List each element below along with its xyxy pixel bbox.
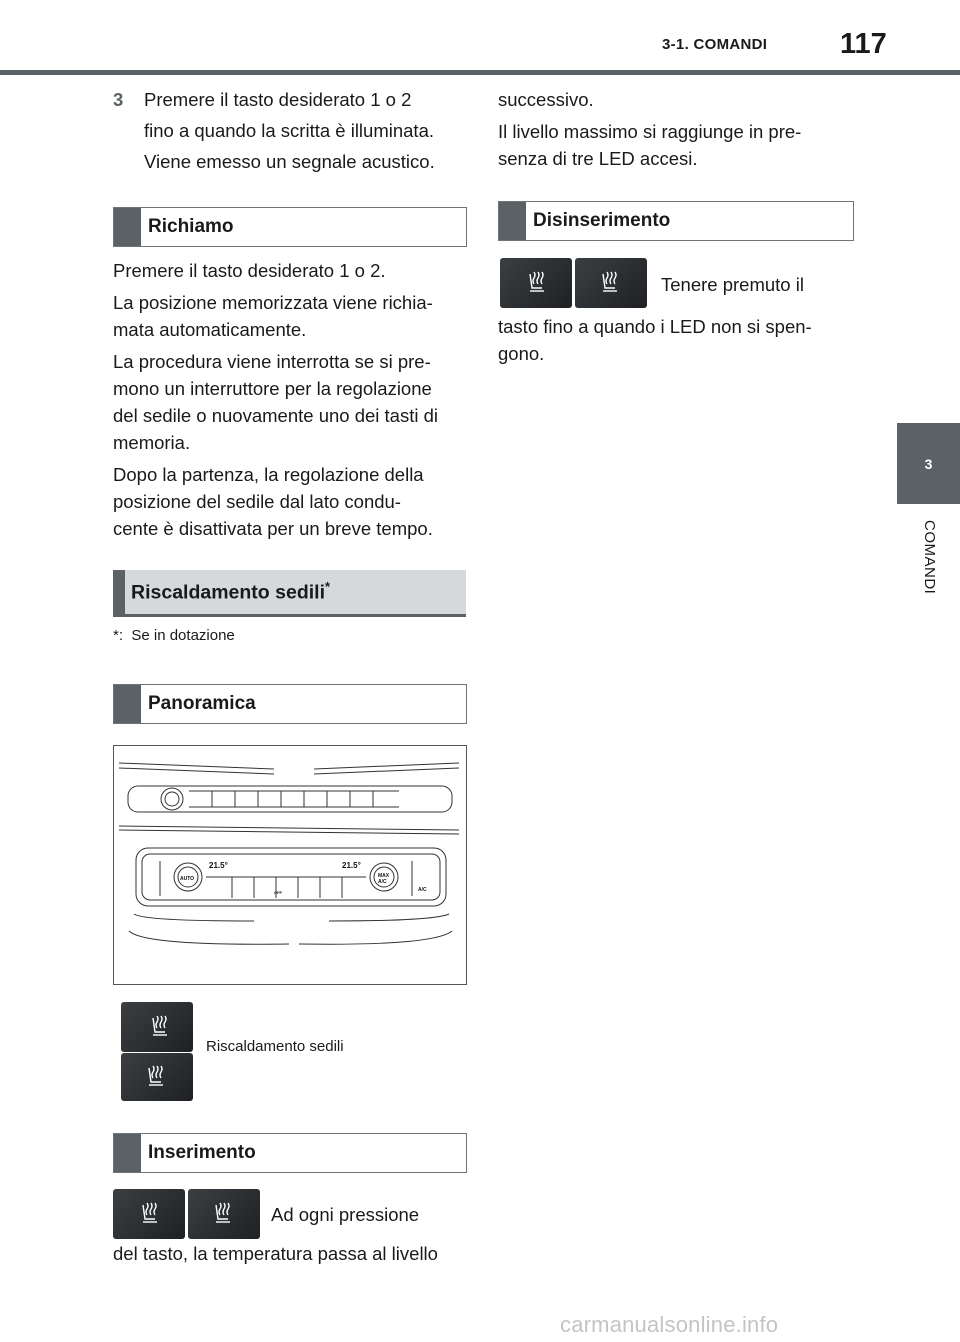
body-line: gono.	[498, 343, 545, 364]
heading-riscaldamento	[113, 570, 466, 617]
inserimento-buttons	[113, 1189, 263, 1239]
body-line: La procedura viene interrotta se si pre-	[113, 351, 431, 372]
seat-heat-passenger-button	[121, 1053, 193, 1101]
body-line: Il livello massimo si raggiunge in pre-	[498, 121, 802, 142]
inserimento-inline: Ad ogni pressione	[271, 1204, 420, 1225]
heading-text	[125, 579, 330, 605]
body-line: mata automaticamente.	[113, 319, 307, 340]
heading-text: Inserimento	[148, 1142, 256, 1163]
seat-heat-driver-button	[121, 1002, 193, 1052]
climate-panel-drawing	[114, 746, 466, 984]
seat-heat-icon	[113, 1189, 185, 1239]
temp-left-label: 21.5°	[209, 861, 228, 870]
body-line: memoria.	[113, 432, 191, 453]
off-label: OFF	[274, 890, 282, 895]
asterisk: *	[324, 579, 331, 595]
page-number: 117	[840, 28, 887, 60]
heading-bar	[114, 208, 141, 246]
body-line: mono un interruttore per la regolazione	[113, 378, 432, 399]
step-line: fino a quando la scritta è illuminata.	[144, 120, 435, 141]
heading-disinserimento	[498, 201, 854, 241]
body-line: Premere il tasto desiderato 1 o 2.	[113, 260, 386, 281]
header-rule	[0, 70, 960, 75]
body-line: cente è disattivata per un breve tempo.	[113, 518, 433, 539]
body-line: Dopo la partenza, la regolazione della	[113, 464, 424, 485]
disinserimento-body	[498, 313, 858, 367]
watermark: carmanualsonline.info	[560, 1312, 779, 1337]
max-label: MAX	[378, 873, 390, 879]
chapter-label	[916, 520, 940, 610]
step-text	[144, 86, 474, 175]
ac-label: A/C	[418, 887, 427, 893]
chapter-label-text: COMANDI	[921, 520, 938, 595]
step-number: 3	[113, 89, 124, 110]
seat-heat-icon	[121, 1002, 193, 1052]
heading-inserimento	[113, 1133, 467, 1173]
inserimento-line2: del tasto, la temperatura passa al livello	[113, 1243, 438, 1264]
heading-bar	[499, 202, 526, 240]
right-body	[498, 86, 858, 172]
disinserimento-buttons	[500, 258, 650, 308]
auto-label: AUTO	[180, 876, 195, 882]
body-line: La posizione memorizzata viene richia-	[113, 292, 433, 313]
chapter-tab[interactable]: 3	[897, 423, 960, 504]
richiamo-body	[113, 257, 473, 542]
body-line: posizione del sedile dal lato condu-	[113, 491, 401, 512]
body-line: senza di tre LED accesi.	[498, 148, 698, 169]
seat-heat-caption: Riscaldamento sedili	[206, 1038, 344, 1055]
step-line: Premere il tasto desiderato 1 o 2	[144, 89, 412, 110]
seat-heat-icon	[500, 258, 572, 308]
footnote	[113, 627, 235, 644]
heading-panoramica	[113, 684, 467, 724]
body-line: successivo.	[498, 89, 594, 110]
heading-text: Richiamo	[148, 216, 234, 237]
disinserimento-inline: Tenere premuto il	[661, 274, 804, 295]
footnote-text: Se in dotazione	[131, 627, 235, 644]
heading-bar	[114, 685, 141, 723]
climate-panel-figure	[113, 745, 467, 985]
heading-richiamo	[113, 207, 467, 247]
section-title: 3-1. COMANDI	[662, 36, 768, 53]
step-line: Viene emesso un segnale acustico.	[144, 151, 435, 172]
ac-max-label: A/C	[378, 879, 387, 885]
seat-heat-icon	[575, 258, 647, 308]
seat-heat-icon	[121, 1053, 193, 1101]
heading-text: Panoramica	[148, 693, 256, 714]
heading-text: Disinserimento	[533, 210, 671, 231]
heading-title: Riscaldamento sedili	[131, 581, 325, 604]
seat-heat-icon	[188, 1189, 260, 1239]
heading-bar	[114, 1134, 141, 1172]
body-line: del sedile o nuovamente uno dei tasti di	[113, 405, 438, 426]
heading-bar	[113, 570, 125, 614]
body-line: tasto fino a quando i LED non si spen-	[498, 316, 812, 337]
temp-right-label: 21.5°	[342, 861, 361, 870]
footnote-mark: *:	[113, 627, 124, 644]
